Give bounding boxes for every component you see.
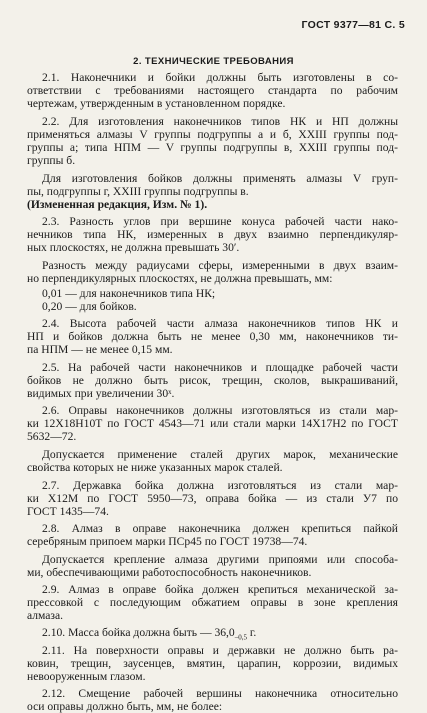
text-line: ГОСТ 1435—74.	[27, 505, 109, 518]
text-line: пы, подгруппы г, XXIII группы подгруппы в.	[27, 185, 249, 198]
mass-tolerance: –0,5	[234, 633, 247, 642]
text-line: свойства которых не ниже указанных марок сталей.	[27, 461, 283, 474]
text-line: Допускается крепление алмаза другими припоями или способа-	[42, 553, 398, 566]
text-line: 2.4. Высота рабочей части алмаза наконечников типов НК и	[42, 317, 398, 330]
text-line: но перпендикулярных плоскостях, не должна превышать, мм:	[27, 272, 333, 285]
text-line: серебряным припоем марки ПСр45 по ГОСТ 19738—74.	[27, 535, 308, 548]
text-line: НП и бойков должна быть не менее 0,30 мм, наконечников ти-	[27, 330, 398, 343]
text-line: 2.7. Державка бойка должна изготовляться из стали мар-	[42, 479, 398, 492]
text-line: Для изготовления бойков должны применять алмазы V груп-	[42, 172, 398, 185]
text-line: 5632—72.	[27, 430, 77, 443]
text-line: чертежам, утвержденным в установленном порядке.	[27, 97, 286, 110]
text-line: па НПМ — не менее 0,15 мм.	[27, 343, 173, 356]
text-line: 2.2. Для изготовления наконечников типов НК и НП должны	[42, 115, 398, 128]
text-line: ответствии с требованиями настоящего стандарта по рабочим	[27, 84, 398, 97]
text-line: группы а; типа НПМ — V группы подгруппы в, XXIII группы под-	[27, 141, 398, 154]
text-line: (Измененная редакция, Изм. № 1).	[27, 198, 208, 211]
text-line: алмаза.	[27, 609, 64, 622]
text-line: 2.3. Разность углов при вершине конуса рабочей части нако-	[42, 215, 398, 228]
text-line: Разность между радиусами сферы, измеренными в двух взаим-	[42, 259, 398, 272]
text-line: 2.5. На рабочей части наконечников и площадке рабочей части	[42, 361, 398, 374]
text-line: 2.6. Оправы наконечников должны изготовляться из стали мар-	[42, 404, 398, 417]
text-line: ми, обеспечивающими работоспособность наконечников.	[27, 566, 312, 579]
text-line: невооруженным глазом.	[27, 670, 146, 683]
text-line: ки Х12М по ГОСТ 5950—73, оправа бойка — из стали У7 по	[27, 492, 398, 505]
section-title: 2. ТЕХНИЧЕСКИЕ ТРЕБОВАНИЯ	[133, 56, 294, 67]
text-line: группы б.	[27, 154, 76, 167]
text-line: видимых при увеличении 30ˣ.	[27, 387, 175, 400]
text-line: оси оправы должно быть, мм, не более:	[27, 700, 223, 713]
text-line: 2.11. На поверхности оправы и державки не должно быть ра-	[42, 644, 398, 657]
text-line: прессовкой с последующим обжатием оправы в зоне крепления	[27, 596, 398, 609]
text-line: Допускается применение сталей других марок, механические	[42, 448, 398, 461]
text-line: 2.12. Смещение рабочей вершины наконечника относительно	[42, 687, 398, 700]
text-line: 2.1. Наконечники и бойки должны быть изготовлены в со-	[42, 71, 398, 84]
text-line: бойков не должно быть рисок, трещин, сколов, выкрашиваний,	[27, 374, 398, 387]
text-line: ковин, трещин, заусенцев, вмятин, царапин, коррозии, видимых	[27, 657, 398, 670]
text-line: 2.9. Алмаз в оправе бойка должен крепиться механической за-	[42, 583, 398, 596]
text-line: нечников типа НК, измеренных в двух взаимно перпендикуляр-	[27, 228, 398, 241]
text-line: 2.8. Алмаз в оправе наконечника должен крепиться пайкой	[42, 522, 398, 535]
text-line: применяться алмазы V группы подгруппы а и б, XXIII группы под-	[27, 128, 398, 141]
text-line: 2.10. Масса бойка должна быть — $36,0_{-0,5}$ г.	[42, 626, 257, 642]
text-line: ки 12Х18Н10Т по ГОСТ 4543—71 или стали марки 14Х17Н2 по ГОСТ	[27, 417, 398, 430]
page-header: ГОСТ 9377—81 С. 5	[301, 19, 405, 31]
text-line: 0,20 — для бойков.	[42, 300, 137, 313]
text-line: ных плоскостях, не должна превышать 30′.	[27, 241, 240, 254]
text-line: 0,01 — для наконечников типа НК;	[42, 287, 216, 300]
